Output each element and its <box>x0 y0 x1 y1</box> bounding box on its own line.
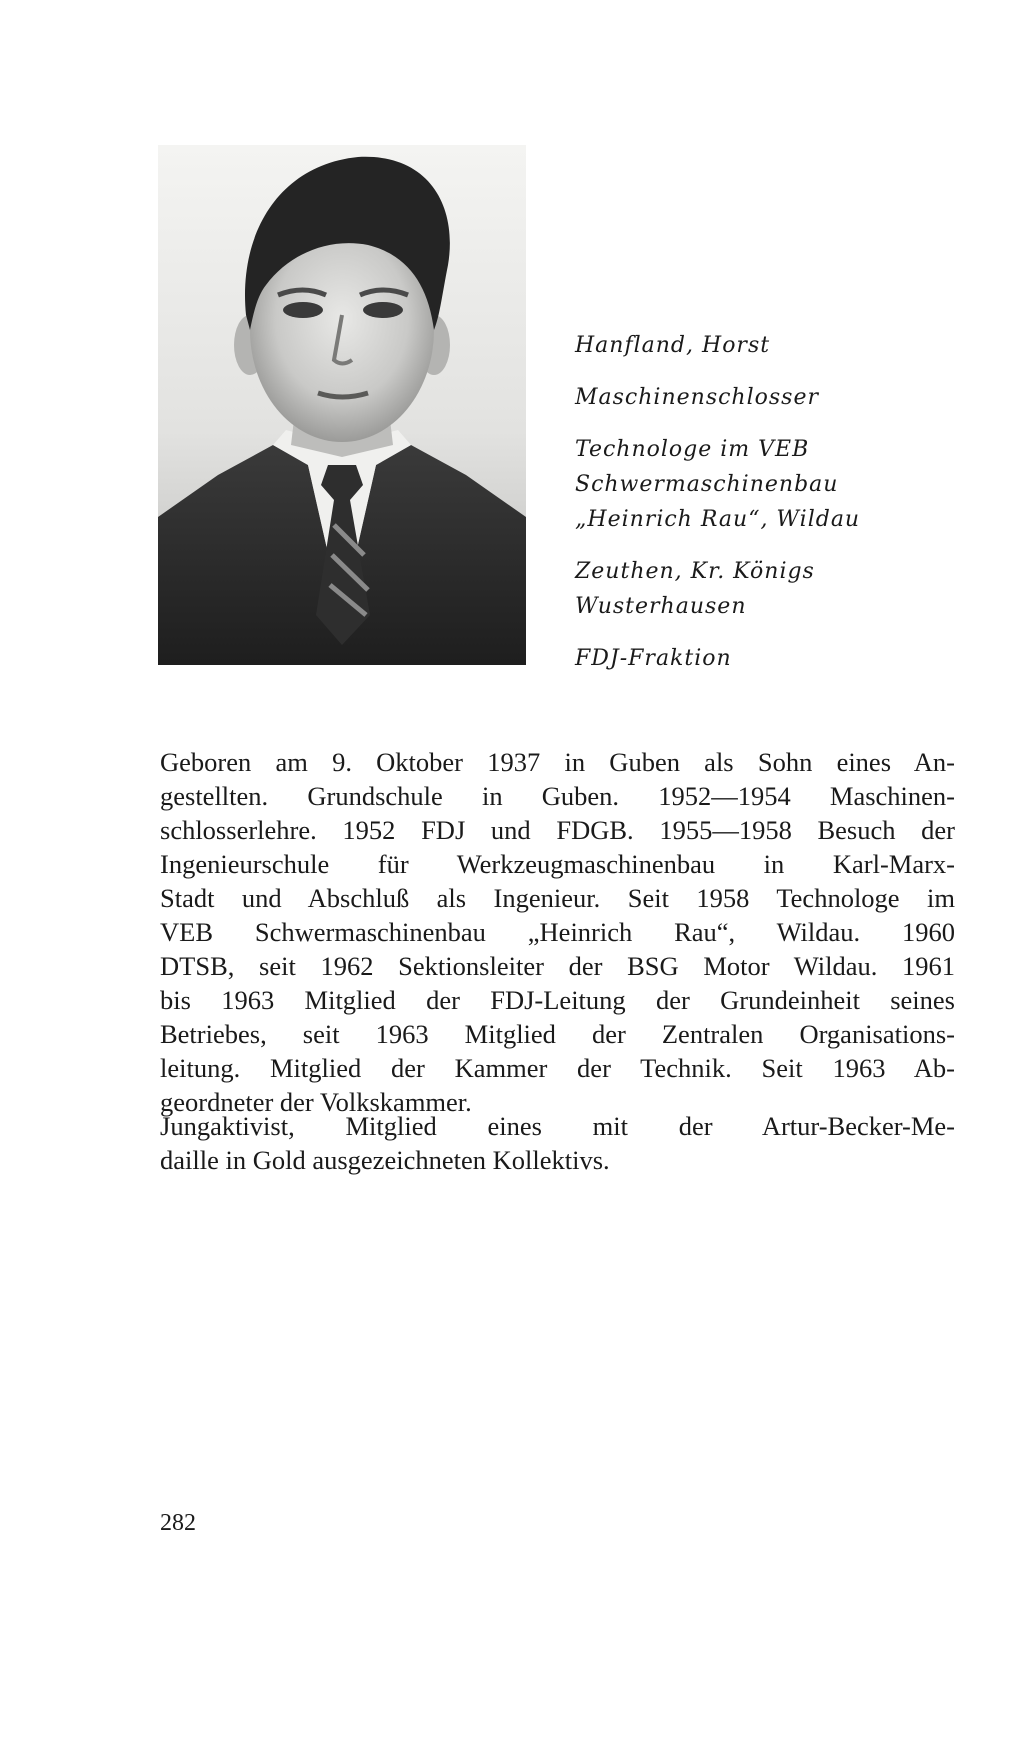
biography-line: leitung. Mitglied der Kammer der Technik. Seit 1963 Ab- <box>160 1053 955 1083</box>
member-info <box>575 328 975 676</box>
member-name: Hanfland, Horst <box>575 333 771 358</box>
biography-line: geordneter der Volkskammer. <box>160 1087 472 1117</box>
portrait-photo <box>158 145 526 665</box>
biography-line: schlosserlehre. 1952 FDJ und FDGB. 1955—1958 Besuch der <box>160 815 955 845</box>
biography-line: Geboren am 9. Oktober 1937 in Guben als Sohn eines An- <box>160 747 955 777</box>
member-position-line-1: Technologe im VEB <box>575 437 810 462</box>
biography-line: Ingenieurschule für Werkzeugmaschinenbau in Karl-Marx- <box>160 849 955 879</box>
biography-line: Betriebes, seit 1963 Mitglied der Zentralen Organisations- <box>160 1019 955 1049</box>
member-trade: Maschinenschlosser <box>575 385 819 410</box>
biography-line: bis 1963 Mitglied der FDJ-Leitung der Grundeinheit seines <box>160 985 955 1015</box>
member-position-line-2: Schwermaschinenbau <box>575 472 839 497</box>
member-residence-line-1: Zeuthen, Kr. Königs <box>575 559 815 584</box>
awards-line: Jungaktivist, Mitglied eines mit der Artur-Becker-Me- <box>160 1111 955 1141</box>
page-number: 282 <box>160 1510 196 1536</box>
portrait-illustration <box>158 145 526 665</box>
biography-paragraph <box>160 745 955 1119</box>
member-faction: FDJ-Fraktion <box>575 646 732 671</box>
biography-line: Stadt und Abschluß als Ingenieur. Seit 1958 Technologe im <box>160 883 955 913</box>
awards-line: daille in Gold ausgezeichneten Kollektivs. <box>160 1145 610 1175</box>
biography-line: VEB Schwermaschinenbau „Heinrich Rau“, Wildau. 1960 <box>160 917 955 947</box>
awards-paragraph <box>160 1109 955 1177</box>
biography-line: gestellten. Grundschule in Guben. 1952—1954 Maschinen- <box>160 781 955 811</box>
member-position-line-3: „Heinrich Rau“, Wildau <box>575 507 861 532</box>
member-residence-line-2: Wusterhausen <box>575 594 747 619</box>
biography-line: DTSB, seit 1962 Sektionsleiter der BSG Motor Wildau. 1961 <box>160 951 955 981</box>
